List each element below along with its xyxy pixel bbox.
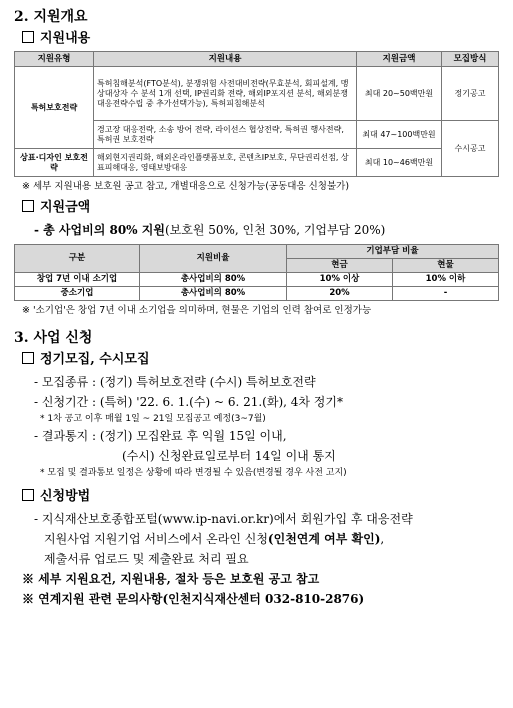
- method-comma: ,: [380, 532, 385, 546]
- subsection-recruit: [22, 351, 499, 369]
- subsection-label: 지원금액: [40, 200, 91, 215]
- th-cash: 현금: [287, 259, 393, 273]
- result-line-1: - 결과통지 : (정기) 모집완료 후 익월 15일 이내,: [34, 429, 287, 443]
- cell-content-r1: 특허침해분석(FTO분석), 분쟁위험 사전대비전략(무효분석, 회피설계, 맹상대상자 수 분석 1개 선택, IP권리화 전략, 해외IP포지션 분석, 해외분쟁대응전략수립 중 추가선택가능), 특허피침해분석: [94, 67, 357, 121]
- bottom-note-1: ※ 세부 지원요건, 지원내용, 절차 등은 보호원 공고 참고: [22, 572, 320, 586]
- th-method: 모집방식: [442, 52, 499, 67]
- checkbox-square-icon: [22, 489, 34, 501]
- cell-kind: 10% 이하: [393, 273, 499, 287]
- recruit-note: * 1차 공고 이후 매월 1일 ~ 21일 모집공고 예정(3~7월): [40, 414, 266, 424]
- table-row: [15, 287, 499, 301]
- method-text: 지원사업 지원기업 서비스에서 온라인 신청: [44, 532, 268, 546]
- cell-ratio: 총사업비의 80%: [140, 273, 287, 287]
- result-line-2: (수시) 신청완료일로부터 14일 이내 통지: [122, 449, 336, 463]
- section-3-title: 3. 사업 신청: [14, 330, 93, 346]
- cell-type: 창업 7년 이내 소기업: [15, 273, 140, 287]
- cell-type-trademark: 상표·디자인 보호전략: [15, 149, 94, 177]
- cell-kind: -: [393, 287, 499, 301]
- th-amount: 지원금액: [357, 52, 442, 67]
- cell-type-patent: 특허보호전략: [15, 67, 94, 149]
- cell-amount-r2: 최대 47~100백만원: [357, 121, 442, 149]
- cell-content-r3: 해외현지권리화, 해외온라인플랫폼보호, 콘텐츠IP보호, 무단권리선점, 상표피해대응, 영태보방대응: [94, 149, 357, 177]
- method-bold: (인천연계 여부 확인): [267, 532, 381, 546]
- cell-type: 중소기업: [15, 287, 140, 301]
- cell-cash: 20%: [287, 287, 393, 301]
- subsection-support-content: [22, 30, 499, 48]
- method-line-3: 제출서류 업로드 및 제출완료 처리 필요: [44, 552, 249, 566]
- cell-method-r1: 정기공고: [442, 67, 499, 121]
- th-content: 지원내용: [94, 52, 357, 67]
- amount-detail: (보호원 50%, 인천 30%, 기업부담 20%): [164, 223, 386, 237]
- section-2-title: 2. 지원개요: [14, 9, 88, 25]
- amount-line: [34, 220, 499, 240]
- method-line-2: [44, 529, 499, 549]
- subsection-support-amount: [22, 199, 499, 217]
- recruit-period: - 신청기간 : (특허) '22. 6. 1.(수) ~ 6. 21.(화), 4차 정기*: [34, 395, 343, 409]
- checkbox-square-icon: [22, 31, 34, 43]
- checkbox-square-icon: [22, 200, 34, 212]
- method-line-1: - 지식재산보호종합포털(www.ip-navi.or.kr)에서 회원가입 후 대응전략: [34, 512, 413, 526]
- bottom-note-2: ※ 연계지원 관련 문의사항(인천지식재산센터 032-810-2876): [22, 592, 365, 606]
- subsection-label: 신청방법: [40, 489, 91, 504]
- support-ratio-table: [14, 244, 499, 301]
- cell-amount-r1: 최대 20~50백만원: [357, 67, 442, 121]
- support-content-table: [14, 51, 499, 177]
- th-type: 지원유형: [15, 52, 94, 67]
- th-ratio: 지원비율: [140, 245, 287, 273]
- cell-method-r23: 수시공고: [442, 121, 499, 177]
- th-gubun: 구분: [15, 245, 140, 273]
- subsection-method: [22, 488, 499, 506]
- cell-cash: 10% 이상: [287, 273, 393, 287]
- subsection-label: 지원내용: [40, 31, 91, 46]
- subsection-label: 정기모집, 수시모집: [40, 352, 150, 367]
- th-burden: 기업부담 비율: [287, 245, 499, 259]
- note-2: ※ '소기업'은 창업 7년 이내 소기업을 의미하며, 현물은 기업의 인력 참여로 인정가능: [22, 305, 372, 316]
- note-1: ※ 세부 지원내용 보호원 공고 참고, 개별대응으로 신청가능(공동대응 신청불가): [22, 181, 350, 192]
- th-kind: 현물: [393, 259, 499, 273]
- cell-amount-r3: 최대 10~46백만원: [357, 149, 442, 177]
- table-row: [15, 273, 499, 287]
- checkbox-square-icon: [22, 352, 34, 364]
- result-note: * 모집 및 결과통보 일정은 상황에 따라 변경될 수 있음(변경될 경우 사전 고지): [40, 468, 347, 478]
- cell-ratio: 총사업비의 80%: [140, 287, 287, 301]
- amount-main: - 총 사업비의 80% 지원: [34, 223, 165, 237]
- cell-content-r2: 경고장 대응전략, 소송 방어 전략, 라이선스 협상전략, 특허권 행사전략, 특허권 보호전략: [94, 121, 357, 149]
- recruit-type: - 모집종류 : (정기) 특허보호전략 (수시) 특허보호전략: [34, 375, 316, 389]
